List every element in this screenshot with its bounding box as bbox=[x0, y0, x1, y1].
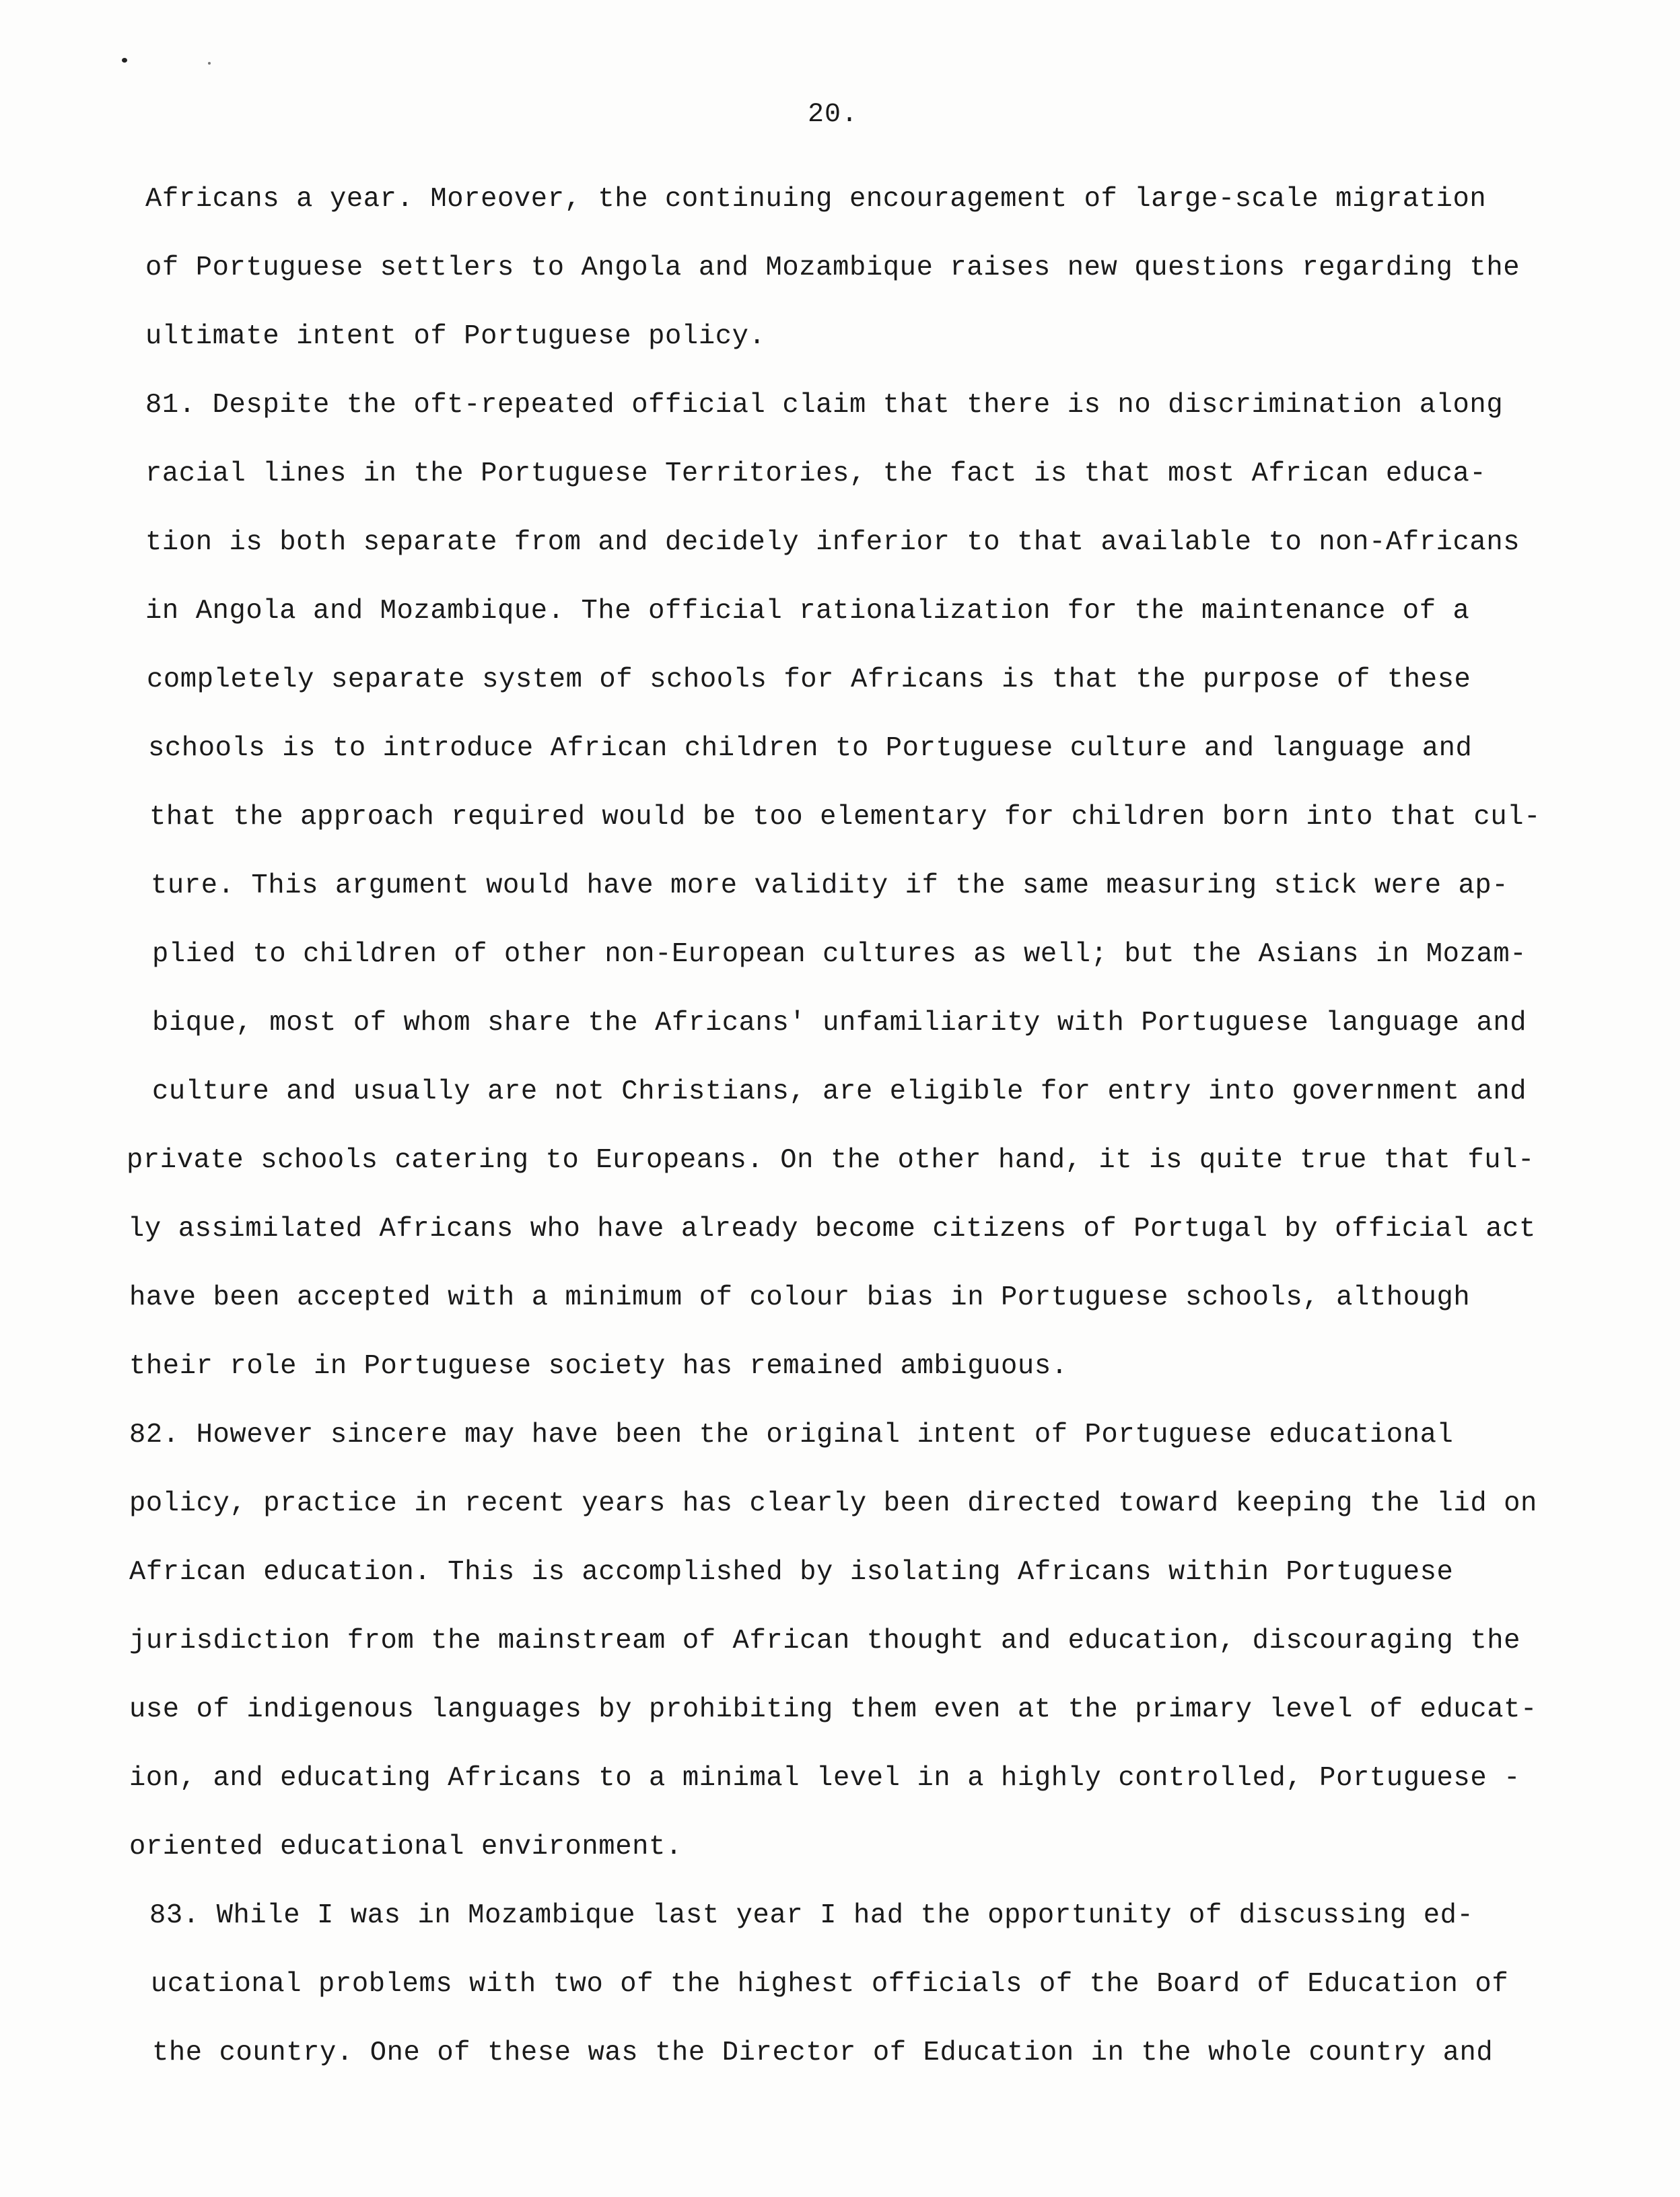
text-line: bique, most of whom share the Africans' unfamiliarity with Portuguese language and bbox=[152, 1008, 1527, 1039]
text-line: ucational problems with two of the highest officials of the Board of Education of bbox=[151, 1969, 1509, 2000]
text-line: schools is to introduce African children to Portuguese culture and language and bbox=[148, 733, 1473, 764]
text-line: that the approach required would be too elementary for children born into that cul- bbox=[149, 802, 1541, 833]
text-line: ultimate intent of Portuguese policy. bbox=[145, 321, 766, 352]
text-line: plied to children of other non-European cultures as well; but the Asians in Mozam- bbox=[152, 939, 1527, 970]
text-line: policy, practice in recent years has clearly been directed toward keeping the lid on bbox=[129, 1488, 1537, 1519]
text-line: jurisdiction from the mainstream of African thought and education, discouraging the bbox=[129, 1626, 1521, 1657]
paragraph-83-start: 83. While I was in Mozambique last year I had the opportunity of discussing ed- bbox=[149, 1900, 1474, 1931]
text-line: culture and usually are not Christians, are eligible for entry into government and bbox=[152, 1076, 1527, 1107]
paragraph-81-start: 81. Despite the oft-repeated official claim that there is no discrimination along bbox=[145, 390, 1504, 421]
scan-speck bbox=[208, 62, 211, 65]
text-line: ion, and educating Africans to a minimal level in a highly controlled, Portuguese - bbox=[129, 1763, 1521, 1794]
text-line: use of indigenous languages by prohibiting them even at the primary level of educat- bbox=[129, 1694, 1537, 1725]
text-line: oriented educational environment. bbox=[129, 1832, 682, 1862]
text-line: ly assimilated Africans who have already become citizens of Portugal by official act bbox=[128, 1214, 1536, 1245]
text-line: have been accepted with a minimum of colour bias in Portuguese schools, although bbox=[129, 1282, 1471, 1313]
text-line: completely separate system of schools for Africans is that the purpose of these bbox=[147, 664, 1471, 695]
text-line: in Angola and Mozambique. The official rationalization for the maintenance of a bbox=[145, 596, 1470, 627]
text-line: ture. This argument would have more validity if the same measuring stick were ap- bbox=[151, 870, 1509, 901]
text-line: the country. One of these was the Director of Education in the whole country and bbox=[152, 2037, 1494, 2068]
paragraph-82-start: 82. However sincere may have been the original intent of Portuguese educational bbox=[129, 1420, 1454, 1451]
page-number: 20. bbox=[808, 100, 859, 130]
text-line: African education. This is accomplished by isolating Africans within Portuguese bbox=[129, 1557, 1454, 1588]
scan-speck bbox=[122, 58, 127, 63]
text-line: Africans a year. Moreover, the continuing encouragement of large-scale migration bbox=[145, 184, 1487, 215]
text-line: of Portuguese settlers to Angola and Mozambique raises new questions regarding the bbox=[145, 252, 1520, 283]
text-line: racial lines in the Portuguese Territories, the fact is that most African educa- bbox=[145, 458, 1487, 489]
text-line: tion is both separate from and decidely inferior to that available to non-Africans bbox=[145, 527, 1520, 558]
text-line: their role in Portuguese society has remained ambiguous. bbox=[129, 1351, 1068, 1382]
text-line: private schools catering to Europeans. On the other hand, it is quite true that ful- bbox=[127, 1145, 1535, 1176]
